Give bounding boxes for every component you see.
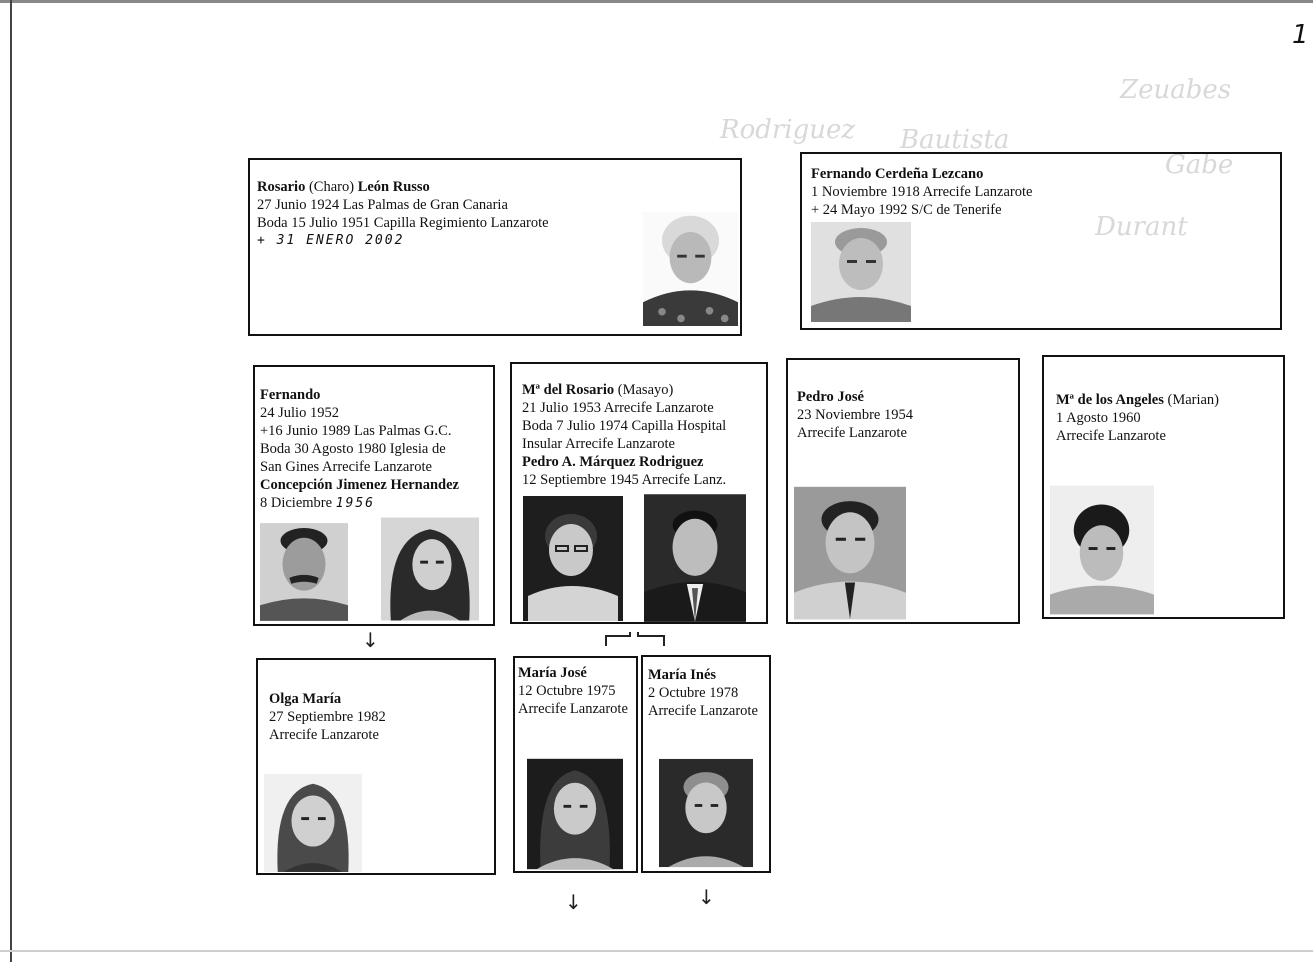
person-details <box>648 666 758 720</box>
detail-line: +16 Junio 1989 Las Palmas G.C. <box>260 423 452 439</box>
bg-scribble: Bautista <box>900 125 1010 155</box>
detail-line: Boda 15 Julio 1951 Capilla Regimiento Lanzarote <box>257 215 549 231</box>
portrait-photo <box>264 774 362 872</box>
portrait-photo <box>527 758 623 870</box>
person-name: Fernando Cerdeña Lezcano <box>811 166 984 182</box>
detail-line: 1 Agosto 1960 <box>1056 410 1141 426</box>
bg-scribble: Zeuabes <box>1120 75 1232 105</box>
person-card-rosario-masayo <box>510 362 768 624</box>
bg-scribble: Gabe <box>1165 150 1234 180</box>
page-top-edge <box>0 0 1313 3</box>
portrait-photo <box>644 494 746 622</box>
person-name: Mª de los Angeles <box>1056 392 1164 408</box>
descent-arrow-icon: ↓ <box>362 628 379 652</box>
person-details <box>811 165 1032 219</box>
detail-line: + 24 Mayo 1992 S/C de Tenerife <box>811 202 1002 218</box>
person-card-fernando-cerdena <box>800 152 1282 330</box>
person-name: Pedro José <box>797 389 864 405</box>
bg-scribble: Rodriguez <box>720 115 856 145</box>
detail-line: Boda 30 Agosto 1980 Iglesia de <box>260 441 446 457</box>
spouse-name: Concepción Jimenez Hernandez <box>260 477 459 493</box>
person-card-maria-ines <box>641 655 771 873</box>
bg-scribble: Durant <box>1095 212 1188 242</box>
portrait-photo <box>659 757 753 869</box>
person-name: María Inés <box>648 667 717 683</box>
person-card-rosario-leon <box>248 158 742 336</box>
portrait-photo <box>1050 485 1154 615</box>
portrait-photo <box>260 521 348 623</box>
detail-line: Insular Arrecife Lanzarote <box>522 436 675 452</box>
detail-line: 12 Octubre 1975 <box>518 683 616 699</box>
detail-line: 27 Junio 1924 Las Palmas de Gran Canaria <box>257 197 508 213</box>
handwritten-year: 1956 <box>335 496 376 511</box>
spouse-birth: 8 Diciembre <box>260 495 336 511</box>
detail-line: Arrecife Lanzarote <box>648 703 758 719</box>
descent-arrow-icon: ↓ <box>698 885 715 909</box>
detail-line: 21 Julio 1953 Arrecife Lanzarote <box>522 400 714 416</box>
person-name: Rosario <box>257 179 306 195</box>
detail-line: 1 Noviembre 1918 Arrecife Lanzarote <box>811 184 1033 200</box>
person-name: María José <box>518 665 587 681</box>
person-nickname: (Charo) <box>305 179 358 195</box>
person-surname: León Russo <box>357 179 430 195</box>
descent-arrow-icon: ↓ <box>565 890 582 914</box>
person-card-pedro-jose <box>786 358 1020 624</box>
person-details <box>257 178 549 250</box>
detail-line: Arrecife Lanzarote <box>1056 428 1166 444</box>
person-details <box>522 381 726 489</box>
person-name: Mª del Rosario <box>522 382 615 398</box>
person-details <box>797 388 913 442</box>
person-name: Olga María <box>269 691 342 707</box>
detail-line: 27 Septiembre 1982 <box>269 709 386 725</box>
detail-line: 23 Noviembre 1954 <box>797 407 913 423</box>
person-details <box>260 386 459 512</box>
detail-line: Arrecife Lanzarote <box>269 727 379 743</box>
detail-line: San Gines Arrecife Lanzarote <box>260 459 432 475</box>
person-nickname: (Marian) <box>1163 392 1220 408</box>
person-nickname: (Masayo) <box>614 382 674 398</box>
person-details <box>269 690 386 744</box>
detail-line: Arrecife Lanzarote <box>518 701 628 717</box>
person-card-maria-angeles <box>1042 355 1285 619</box>
detail-line: Arrecife Lanzarote <box>797 425 907 441</box>
person-name: Fernando <box>260 387 321 403</box>
portrait-photo <box>794 486 906 620</box>
detail-line: Boda 7 Julio 1974 Capilla Hospital <box>522 418 727 434</box>
page-bottom-edge <box>0 950 1313 952</box>
portrait-photo <box>381 517 479 621</box>
detail-line: 24 Julio 1952 <box>260 405 339 421</box>
page-left-edge <box>10 0 12 962</box>
page-number: 1 <box>1292 20 1309 50</box>
person-card-fernando <box>253 365 495 626</box>
sibling-connector <box>600 628 670 650</box>
spouse-name: Pedro A. Márquez Rodriguez <box>522 454 704 470</box>
person-details <box>518 664 628 718</box>
person-details <box>1056 391 1219 445</box>
portrait-photo <box>643 210 738 328</box>
detail-line: 2 Octubre 1978 <box>648 685 739 701</box>
person-card-olga-maria <box>256 658 496 875</box>
portrait-photo <box>810 222 912 322</box>
handwritten-death-date: + 31 ENERO 2002 <box>257 233 405 248</box>
person-card-maria-jose <box>513 656 638 873</box>
spouse-birth: 12 Septiembre 1945 Arrecife Lanz. <box>522 472 727 488</box>
portrait-photo <box>523 496 623 621</box>
